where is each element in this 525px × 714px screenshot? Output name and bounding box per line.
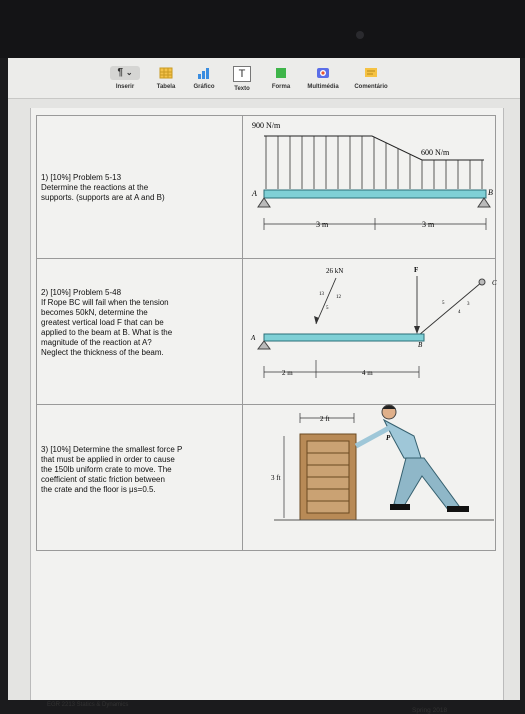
svg-text:12: 12 [336, 295, 341, 300]
figure-2-cell [243, 259, 496, 405]
svg-text:13: 13 [319, 292, 324, 297]
text-label: Texto [234, 86, 250, 92]
load-arrow [316, 278, 336, 324]
force-f-label: F [414, 266, 419, 274]
media-button[interactable] [303, 66, 343, 90]
text-icon: T [233, 66, 251, 82]
rope-anchor-c [479, 279, 485, 285]
toolbar [8, 58, 520, 99]
paragraph-icon: ¶ ⌄ [110, 66, 140, 80]
beam-2 [264, 334, 424, 341]
svg-text:5: 5 [442, 301, 445, 306]
support-b-pin [478, 198, 490, 207]
span-1-label: 2 m [282, 369, 293, 377]
figure-3-cell [243, 405, 496, 551]
load-left-label: 900 N/m [252, 121, 281, 130]
problem-table [36, 115, 496, 551]
insert-label: Inserir [115, 84, 135, 90]
svg-text:5: 5 [326, 306, 329, 311]
span-2-label: 4 m [362, 369, 373, 377]
crate-diagram [244, 406, 494, 544]
comment-button[interactable] [351, 66, 391, 90]
svg-text:C: C [492, 279, 497, 287]
svg-text:3: 3 [467, 302, 470, 307]
height-label: 3 ft [271, 474, 281, 482]
problem-2-cell [37, 259, 243, 405]
span-2-label: 3 m [422, 220, 435, 229]
problem-2-text: 2) [10%] Problem 5-48 If Rope BC will fail when the tension becomes 50kN, determine the greatest vertical load F that can be applied to the beam at B. What is the magnitude of the reaction at A? Neglect the thickness of the beam. [41, 288, 173, 357]
problem-row [37, 116, 496, 259]
table-icon [159, 66, 173, 80]
load-arrows [266, 136, 482, 189]
shape-label: Forma [271, 84, 291, 90]
beam-diagram-1 [244, 117, 494, 252]
point-a-label: A [251, 334, 256, 342]
rope-bc [419, 282, 482, 335]
point-b-label: B [418, 341, 423, 349]
monitor-bezel [0, 0, 525, 58]
load-right-label: 600 N/m [421, 148, 450, 157]
comment-label: Comentário [354, 84, 388, 90]
problem-row [37, 259, 496, 405]
comment-icon [364, 66, 378, 80]
force-p-label: P [386, 434, 391, 442]
svg-text:4: 4 [458, 310, 461, 315]
problem-1-cell [37, 116, 243, 259]
support-b-label: B [488, 188, 493, 197]
insert-button[interactable] [105, 66, 145, 90]
media-label: Multimédia [307, 84, 339, 90]
chart-icon [197, 66, 211, 80]
support-a-pin [258, 341, 270, 349]
problem-row [37, 405, 496, 551]
text-button[interactable] [222, 66, 262, 92]
problem-3-cell [37, 405, 243, 551]
beam-diagram-2 [244, 260, 497, 398]
person-pushing [356, 405, 469, 512]
shape-button[interactable] [261, 66, 301, 90]
media-icon [316, 66, 330, 80]
figure-1-cell [243, 116, 496, 259]
table-label: Tabela [156, 84, 176, 90]
crate [300, 434, 356, 520]
load-label: 26 kN [326, 267, 344, 275]
camera-dot [356, 31, 364, 39]
table-button[interactable] [146, 66, 186, 90]
chart-label: Gráfico [193, 84, 215, 90]
document-page [30, 108, 504, 714]
problem-3-text: 3) [10%] Determine the smallest force P that must be applied in order to cause the 150lb uniform crate to move. The coefficient of static friction between the crate and the floor is μs=0.5. [41, 445, 183, 494]
beam-1 [264, 190, 486, 198]
problem-1-text: 1) [10%] Problem 5-13 Determine the reactions at the supports. (supports are at A and B) [41, 173, 165, 202]
footer-course: EGR 2213 Statics & Dynamics [47, 702, 129, 708]
shape-icon [274, 66, 288, 80]
chart-button[interactable] [184, 66, 224, 90]
support-a-label: A [252, 189, 257, 198]
support-a-pin [258, 198, 270, 207]
span-1-label: 3 m [316, 220, 329, 229]
footer-term: Spring 2018 [412, 707, 448, 714]
app-window [8, 58, 520, 714]
width-label: 2 ft [320, 415, 330, 423]
